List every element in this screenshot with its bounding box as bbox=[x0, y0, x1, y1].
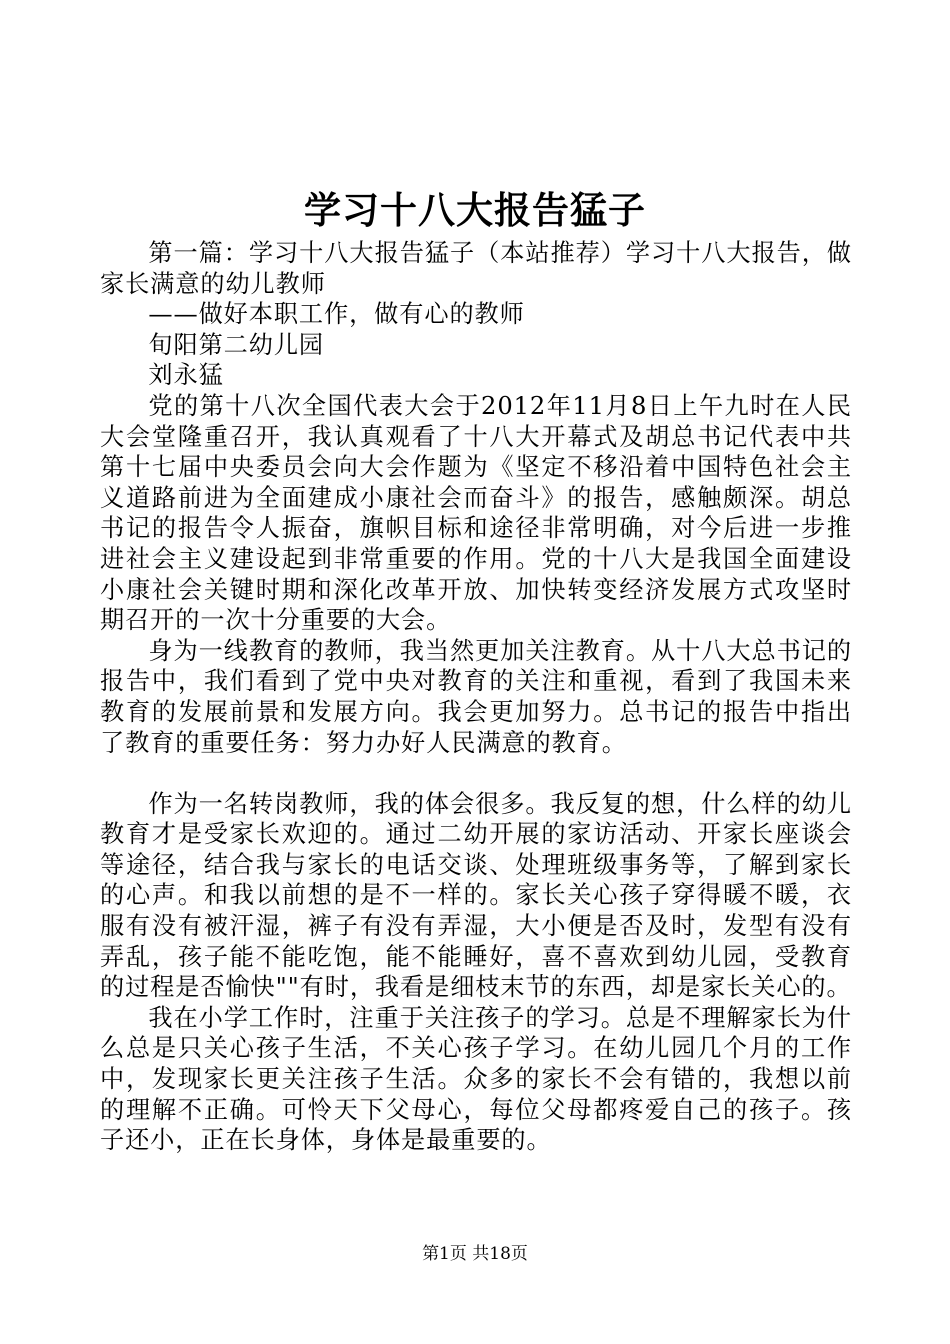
paragraph-experience: 作为一名转岗教师，我的体会很多。我反复的想，什么样的幼儿教育才是受家长欢迎的。通过二幼开展的家访活动、开家长座谈会等途径，结合我与家长的电话交谈、处理班级事务等，了解到家长的心声。和我以前想的是不一样的。家长关心孩子穿得暖不暖，衣服有没有被汗湿，裤子有没有弄湿，大小便是否及时，发型有没有弄乱，孩子能不能吃饱，能不能睡好，喜不喜欢到幼儿园，受教育的过程是否愉快""有时，我看是细枝末节的东西，却是家长关心的。 bbox=[100, 789, 852, 1002]
document-body bbox=[100, 238, 852, 1156]
document-title: 学习十八大报告猛子 bbox=[304, 188, 646, 232]
page-footer: 第1页 共18页 bbox=[422, 1244, 528, 1264]
paragraph-author: 刘永猛 bbox=[148, 361, 224, 390]
paragraph-education: 身为一线教育的教师，我当然更加关注教育。从十八大总书记的报告中，我们看到了党中央对教育的关注和重视，看到了我国未来教育的发展前景和发展方向。我会更加努力。总书记的报告中指出了教育的重要任务：努力办好人民满意的教育。 bbox=[100, 636, 852, 757]
paragraph-congress: 党的第十八次全国代表大会于2012年11月8日上午九时在人民大会堂隆重召开，我认真观看了十八大开幕式及胡总书记代表中共第十七届中央委员会向大会作题为《坚定不移沿着中国特色社会主义道路前进为全面建成小康社会而奋斗》的报告，感触颇深。胡总书记的报告令人振奋，旗帜目标和途径非常明确，对今后进一步推进社会主义建设起到非常重要的作用。党的十八大是我国全面建设小康社会关键时期和深化改革开放、加快转变经济发展方式攻坚时期召开的一次十分重要的大会。 bbox=[100, 391, 852, 635]
paragraph-school: 旬阳第二幼儿园 bbox=[148, 330, 325, 359]
paragraph-subtitle: ——做好本职工作，做有心的教师 bbox=[148, 300, 525, 329]
paragraph-reflection: 我在小学工作时，注重于关注孩子的学习。总是不理解家长为什么总是只关心孩子生活，不关心孩子学习。在幼儿园几个月的工作中，发现家长更关注孩子生活。众多的家长不会有错的，我想以前的理解不正确。可怜天下父母心，每位父母都疼爱自己的孩子。孩子还小，正在长身体，身体是最重要的。 bbox=[100, 1003, 852, 1155]
paragraph-intro: 第一篇：学习十八大报告猛子（本站推荐）学习十八大报告，做家长满意的幼儿教师 bbox=[100, 239, 852, 298]
